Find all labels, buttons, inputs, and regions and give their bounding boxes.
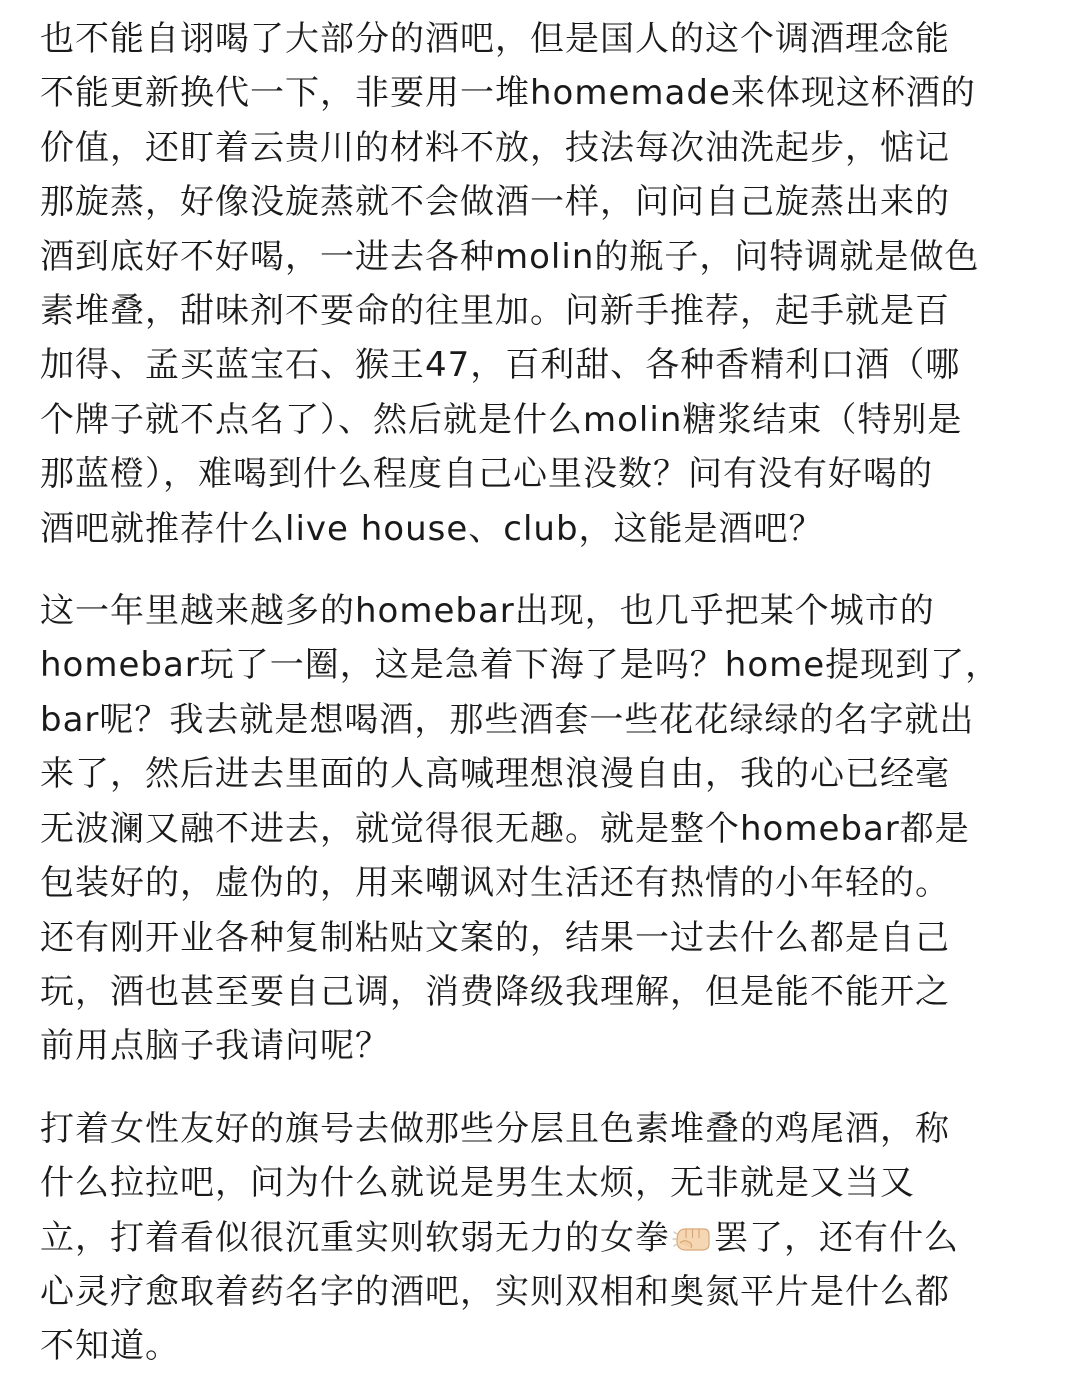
text-line: 素堆叠，甜味剂不要命的往里加。问新手推荐，起手就是百 <box>40 291 950 332</box>
text-line: 那旋蒸，好像没旋蒸就不会做酒一样，问问自己旋蒸出来的 <box>40 182 950 223</box>
text-line: 酒吧就推荐什么live house、club，这能是酒吧？ <box>40 508 824 549</box>
text-line: 来了，然后进去里面的人高喊理想浪漫自由，我的心已经毫 <box>40 754 950 795</box>
text-line: 不能更新换代一下，非要用一堆homemade来体现这杯酒的 <box>40 73 976 114</box>
text-line: 价值，还盯着云贵川的材料不放，技法每次油洗起步，惦记 <box>40 127 950 168</box>
paragraph-2 <box>40 584 1050 1074</box>
text-line: 无波澜又融不进去，就觉得很无趣。就是整个homebar都是 <box>40 808 970 849</box>
text-line: 什么拉拉吧，问为什么就说是男生太烦，无非就是又当又 <box>40 1163 915 1204</box>
text-line: 心灵疗愈取着药名字的酒吧，实则双相和奥氮平片是什么都 <box>40 1271 950 1312</box>
text-line: 还有刚开业各种复制粘贴文案的，结果一过去什么都是自己 <box>40 917 950 958</box>
text-line: 这一年里越来越多的homebar出现，也几乎把某个城市的 <box>40 591 935 632</box>
text-line: 前用点脑子我请问呢？ <box>40 1026 390 1067</box>
text-line: bar呢？我去就是想喝酒，那些酒套一些花花绿绿的名字就出 <box>40 699 975 740</box>
text-line: 打着女性友好的旗号去做那些分层且色素堆叠的鸡尾酒，称 <box>40 1108 950 1149</box>
emoji-line-after: 罢了，还有什么 <box>714 1217 959 1258</box>
article-body <box>40 12 1050 1374</box>
text-line: 玩，酒也甚至要自己调，消费降级我理解，但是能不能开之 <box>40 971 950 1012</box>
text-line: 不知道。 <box>40 1326 180 1367</box>
text-line: 包装好的，虚伪的，用来嘲讽对生活还有热情的小年轻的。 <box>40 863 950 904</box>
text-line: 加得、孟买蓝宝石、猴王47，百利甜、各种香精利口酒（哪 <box>40 345 961 386</box>
emoji-line-before: 立，打着看似很沉重实则软弱无力的女拳 <box>40 1217 670 1258</box>
text-line: homebar玩了一圈，这是急着下海了是吗？home提现到了， <box>40 645 1001 686</box>
text-line: 也不能自诩喝了大部分的酒吧，但是国人的这个调酒理念能 <box>40 19 950 59</box>
fist-emoji-icon <box>672 1215 712 1247</box>
text-line-with-emoji <box>40 1211 1050 1265</box>
text-line: 那蓝橙），难喝到什么程度自己心里没数？问有没有好喝的 <box>40 454 933 495</box>
text-line: 个牌子就不点名了）、然后就是什么molin糖浆结束（特别是 <box>40 399 963 440</box>
paragraph-1 <box>40 12 1050 556</box>
paragraph-3 <box>40 1102 1050 1374</box>
text-line: 酒到底好不好喝，一进去各种molin的瓶子，问特调就是做色 <box>40 236 980 277</box>
